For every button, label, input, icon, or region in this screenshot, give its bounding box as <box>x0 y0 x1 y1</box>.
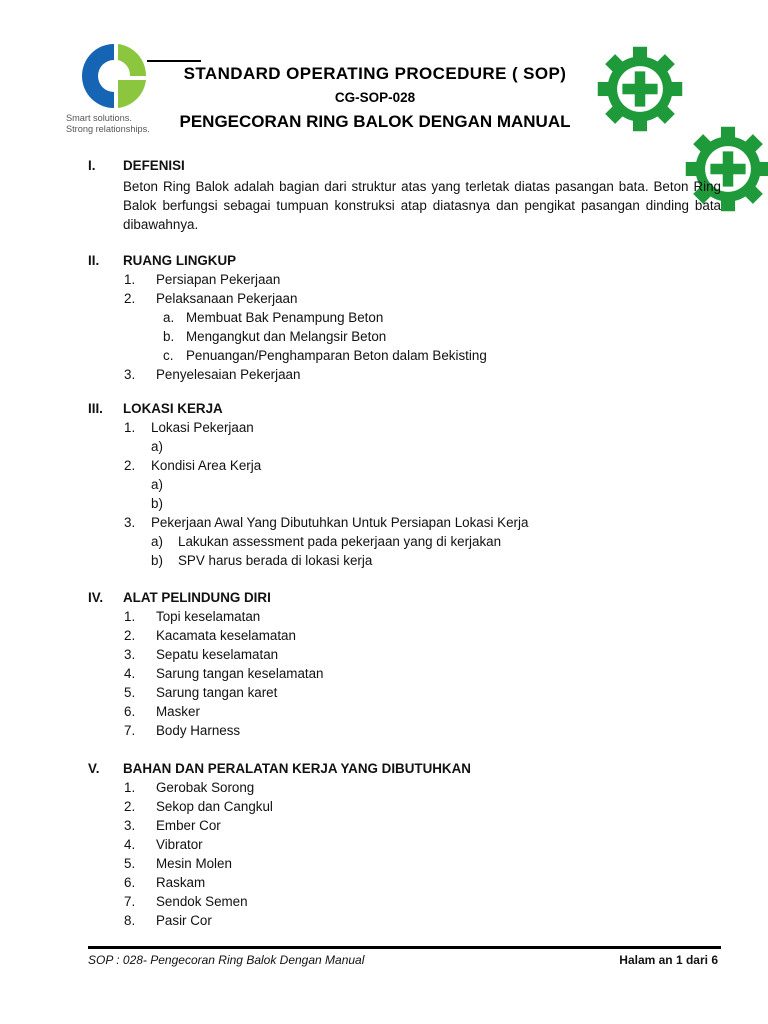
section-number: IV. <box>88 590 104 605</box>
list-item: Lokasi Pekerjaan <box>151 420 254 435</box>
list-number: 4. <box>124 837 136 852</box>
list-number: 3. <box>124 647 136 662</box>
section-number: V. <box>88 761 100 776</box>
list-item: Sendok Semen <box>156 894 248 909</box>
list-letter: a) <box>151 439 163 454</box>
section-number: III. <box>88 401 103 416</box>
list-letter: c. <box>163 348 174 363</box>
doc-subtitle: PENGECORAN RING BALOK DENGAN MANUAL <box>179 112 571 131</box>
list-item: Sepatu keselamatan <box>156 647 279 662</box>
footer-doc-ref: SOP : 028- Pengecoran Ring Balok Dengan Manual <box>88 953 365 967</box>
section-number: I. <box>88 158 96 173</box>
list-item: Pasir Cor <box>156 913 212 928</box>
list-subitem: Mengangkut dan Melangsir Beton <box>186 329 387 344</box>
list-subitem: Membuat Bak Penampung Beton <box>186 310 384 325</box>
header-rule <box>147 60 201 62</box>
list-item: Body Harness <box>156 723 241 738</box>
list-item: Kondisi Area Kerja <box>151 458 262 473</box>
doc-code: CG-SOP-028 <box>334 90 416 105</box>
list-item: Pelaksanaan Pekerjaan <box>156 291 298 306</box>
list-letter: b) <box>151 496 163 511</box>
list-item: Ember Cor <box>156 818 221 833</box>
section-title-lokasi-kerja: LOKASI KERJA <box>123 401 223 416</box>
list-number: 6. <box>124 875 136 890</box>
doc-title: STANDARD OPERATING PROCEDURE ( SOP) <box>183 64 567 83</box>
list-number: 5. <box>124 856 136 871</box>
list-item: Penyelesaian Pekerjaan <box>156 367 301 382</box>
list-number: 1. <box>124 272 136 287</box>
list-item: Masker <box>156 704 200 719</box>
list-item: Topi keselamatan <box>156 609 261 624</box>
list-item: Kacamata keselamatan <box>156 628 296 643</box>
section-number: II. <box>88 253 100 268</box>
list-number: 6. <box>124 704 136 719</box>
list-number: 2. <box>124 799 136 814</box>
section-title-ruang-lingkup: RUANG LINGKUP <box>123 253 237 268</box>
list-number: 3. <box>124 367 136 382</box>
list-number: 2. <box>124 458 136 473</box>
list-letter: b. <box>163 329 175 344</box>
list-number: 5. <box>124 685 136 700</box>
list-letter: a) <box>151 477 163 492</box>
list-number: 7. <box>124 894 136 909</box>
safety-cross-gear-icon <box>596 45 684 133</box>
section-title-alat-pelindung-diri: ALAT PELINDUNG DIRI <box>123 590 271 605</box>
list-letter: b) <box>151 553 163 568</box>
list-number: 3. <box>124 515 136 530</box>
section-title-defenisi: DEFENISI <box>123 158 185 173</box>
list-number: 8. <box>124 913 136 928</box>
definition-paragraph: Beton Ring Balok adalah bagian dari struktur atas yang terletak diatas pasangan bata. Beton Ring Balok berfungsi sebagai tumpuan konstruksi atap diatasnya dan pengikat pasangan dinding bata dibawahnya. <box>123 179 721 232</box>
list-item: Gerobak Sorong <box>156 780 255 795</box>
list-letter: a) <box>151 534 163 549</box>
list-number: 2. <box>124 291 136 306</box>
list-letter: a. <box>163 310 175 325</box>
list-number: 1. <box>124 609 136 624</box>
list-number: 1. <box>124 780 136 795</box>
list-number: 1. <box>124 420 136 435</box>
list-number: 2. <box>124 628 136 643</box>
list-item: Raskam <box>156 875 206 890</box>
list-item: Persiapan Pekerjaan <box>156 272 281 287</box>
logo-tagline: Smart solutions. Strong relationships. <box>66 113 150 134</box>
list-subitem: Lakukan assessment pada pekerjaan yang di kerjakan <box>178 534 502 549</box>
list-item: Sekop dan Cangkul <box>156 799 273 814</box>
list-item: Pekerjaan Awal Yang Dibutuhkan Untuk Persiapan Lokasi Kerja <box>151 515 529 530</box>
list-number: 3. <box>124 818 136 833</box>
list-item: Vibrator <box>156 837 203 852</box>
list-subitem: SPV harus berada di lokasi kerja <box>178 553 373 568</box>
footer-rule <box>88 946 721 949</box>
list-number: 4. <box>124 666 136 681</box>
list-item: Mesin Molen <box>156 856 232 871</box>
list-item: Sarung tangan karet <box>156 685 278 700</box>
list-subitem: Penuangan/Penghamparan Beton dalam Bekisting <box>186 348 487 363</box>
list-number: 7. <box>124 723 136 738</box>
section-title-bahan-peralatan: BAHAN DAN PERALATAN KERJA YANG DIBUTUHKAN <box>123 761 471 776</box>
list-item: Sarung tangan keselamatan <box>156 666 324 681</box>
footer-page-number: Halam an 1 dari 6 <box>619 953 718 967</box>
